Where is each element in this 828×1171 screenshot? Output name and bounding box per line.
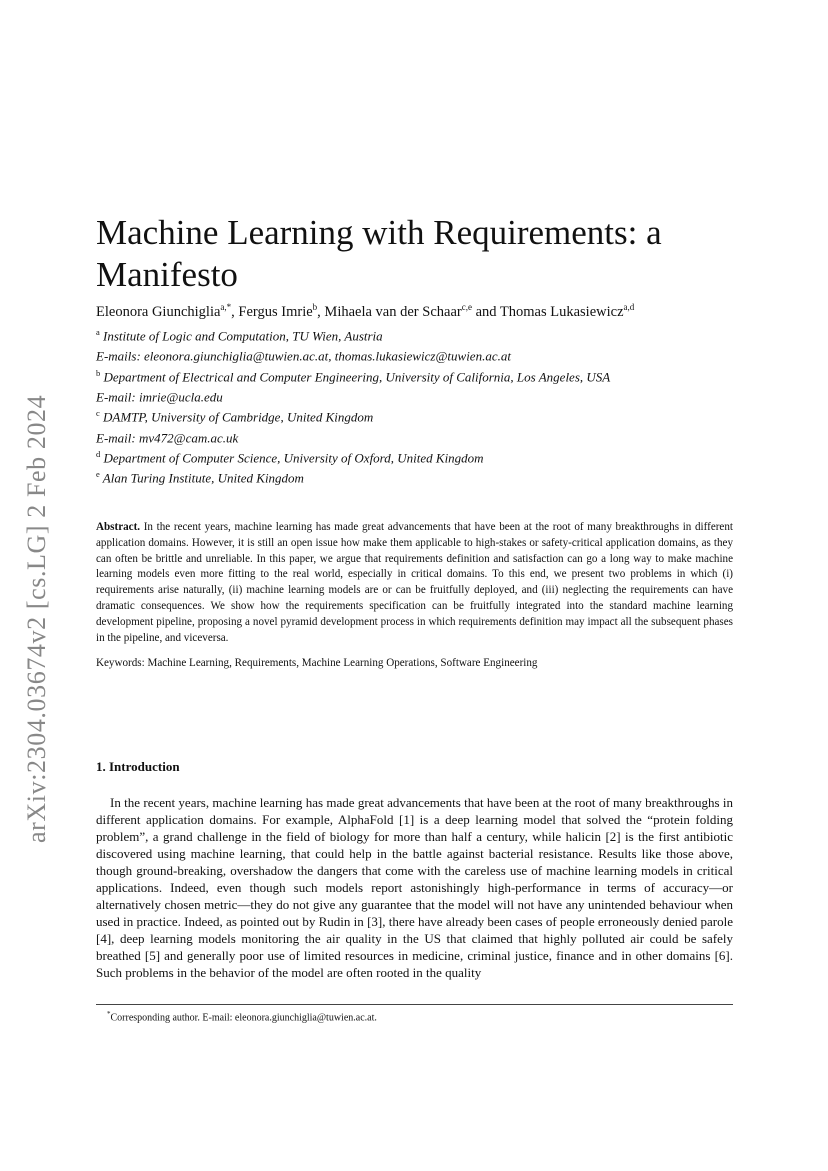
affiliation-line bbox=[96, 426, 736, 446]
keywords: Keywords: Machine Learning, Requirements, Machine Learning Operations, Software Engineering bbox=[96, 657, 538, 669]
affiliation-line bbox=[96, 405, 736, 425]
author-separator: , bbox=[317, 303, 325, 320]
affiliation-text: Institute of Logic and Computation, TU Wien, Austria bbox=[103, 328, 383, 344]
affiliation-mark: a bbox=[96, 327, 100, 337]
author-name: Mihaela van der Schaar bbox=[324, 303, 462, 320]
introduction-paragraph: In the recent years, machine learning has made great advancements that have been at the root of many breakthroughs in different application domains. For example, AlphaFold [1] is a deep learning model that solved the “protein folding problem”, a grand challenge in the field of biology for more than half a century, while halicin [2] is the first antibiotic discovered using machine learning, that could help in the battle against bacterial resistance. Results like those above, though ground-breaking, overshadow the dangers that come with the careless use of machine learning models in critical applications. Indeed, even though such models report astonishingly high-performance in terms of accuracy—or alternatively chosen metric—they do not give any guarantee that the model will not have any unintended behaviour when used in practice. Indeed, as pointed out by Rudin in [3], there have already been cases of people erroneously denied parole [4], deep learning models monitoring the air quality in the US that claimed that highly polluted air could be safely breathed [5] and generally poor use of limited resources in medicine, criminal justice, finance and in other domains [6]. Such problems in the behavior of the model are often rooted in the quality bbox=[96, 795, 733, 980]
affiliation-text: Alan Turing Institute, United Kingdom bbox=[102, 470, 304, 486]
affiliation-line bbox=[96, 344, 736, 364]
author-name: Thomas Lukasiewicz bbox=[499, 303, 624, 320]
author-name: Fergus Imrie bbox=[238, 303, 313, 320]
affiliation-line bbox=[96, 365, 736, 385]
arxiv-stamp: arXiv:2304.03674v2 [cs.LG] 2 Feb 2024 bbox=[22, 394, 51, 843]
affiliation-text: DAMTP, University of Cambridge, United Kingdom bbox=[103, 409, 374, 425]
section-heading-introduction: 1. Introduction bbox=[96, 759, 180, 774]
affiliation-mark: d bbox=[96, 448, 101, 459]
author-affil-mark: b bbox=[312, 302, 318, 312]
affiliation-text: Department of Electrical and Computer Engineering, University of California, Los Angeles, USA bbox=[103, 368, 611, 384]
abstract-text: In the recent years, machine learning has made great advancements that have been at the root of many breakthroughs in different application domains. However, it is still an open issue how make them applicable to high-stakes or safety-critical application domains, as they can often be brittle and unreliable. In this paper, we argue that requirements definition and satisfaction can go a long way to make machine learning models even more fitting to the real world, especially in critical domains. To this end, we present two problems in which (i) requirements arise naturally, (ii) machine learning models are or can be fruitfully deployed, and (iii) neglecting the requirements can have dramatic consequences. We show how the requirements specification can be fruitfully integrated into the standard machine learning development pipeline, proposing a novel pyramid development process in which requirements definition may impact all the subsequent phases in the pipeline, and viceversa. bbox=[96, 521, 733, 644]
affiliation-mark: b bbox=[96, 367, 101, 378]
affiliation-line bbox=[96, 446, 736, 466]
affiliation-mark: c bbox=[96, 408, 100, 419]
author-list bbox=[96, 302, 756, 321]
author-name: Eleonora Giunchiglia bbox=[96, 303, 221, 320]
author-separator: and bbox=[471, 303, 500, 320]
author-affil-mark: a,d bbox=[623, 302, 635, 312]
author-affil-mark: c,e bbox=[461, 302, 472, 312]
footnote-divider bbox=[96, 1004, 733, 1005]
affiliation-line bbox=[96, 466, 736, 486]
footnote bbox=[107, 1008, 377, 1024]
affiliation-mark: e bbox=[96, 469, 100, 480]
author-separator: , bbox=[231, 303, 239, 320]
affiliation-block bbox=[96, 324, 736, 487]
footnote-text: Corresponding author. E-mail: eleonora.giunchiglia@tuwien.ac.at. bbox=[110, 1012, 377, 1024]
paper-title: Machine Learning with Requirements: a Manifesto bbox=[96, 213, 662, 294]
affiliation-text: E-mails: eleonora.giunchiglia@tuwien.ac.at, thomas.lukasiewicz@tuwien.ac.at bbox=[96, 348, 511, 364]
affiliation-text: E-mail: imrie@ucla.edu bbox=[96, 389, 223, 405]
affiliation-text: Department of Computer Science, University of Oxford, United Kingdom bbox=[103, 450, 484, 466]
affiliation-line bbox=[96, 324, 736, 344]
affiliation-line bbox=[96, 385, 736, 405]
affiliation-text: E-mail: mv472@cam.ac.uk bbox=[96, 429, 239, 445]
footnote-mark: * bbox=[107, 1010, 111, 1018]
abstract bbox=[96, 520, 733, 646]
author-affil-mark: a,* bbox=[220, 302, 232, 312]
abstract-label: Abstract. bbox=[96, 521, 141, 533]
